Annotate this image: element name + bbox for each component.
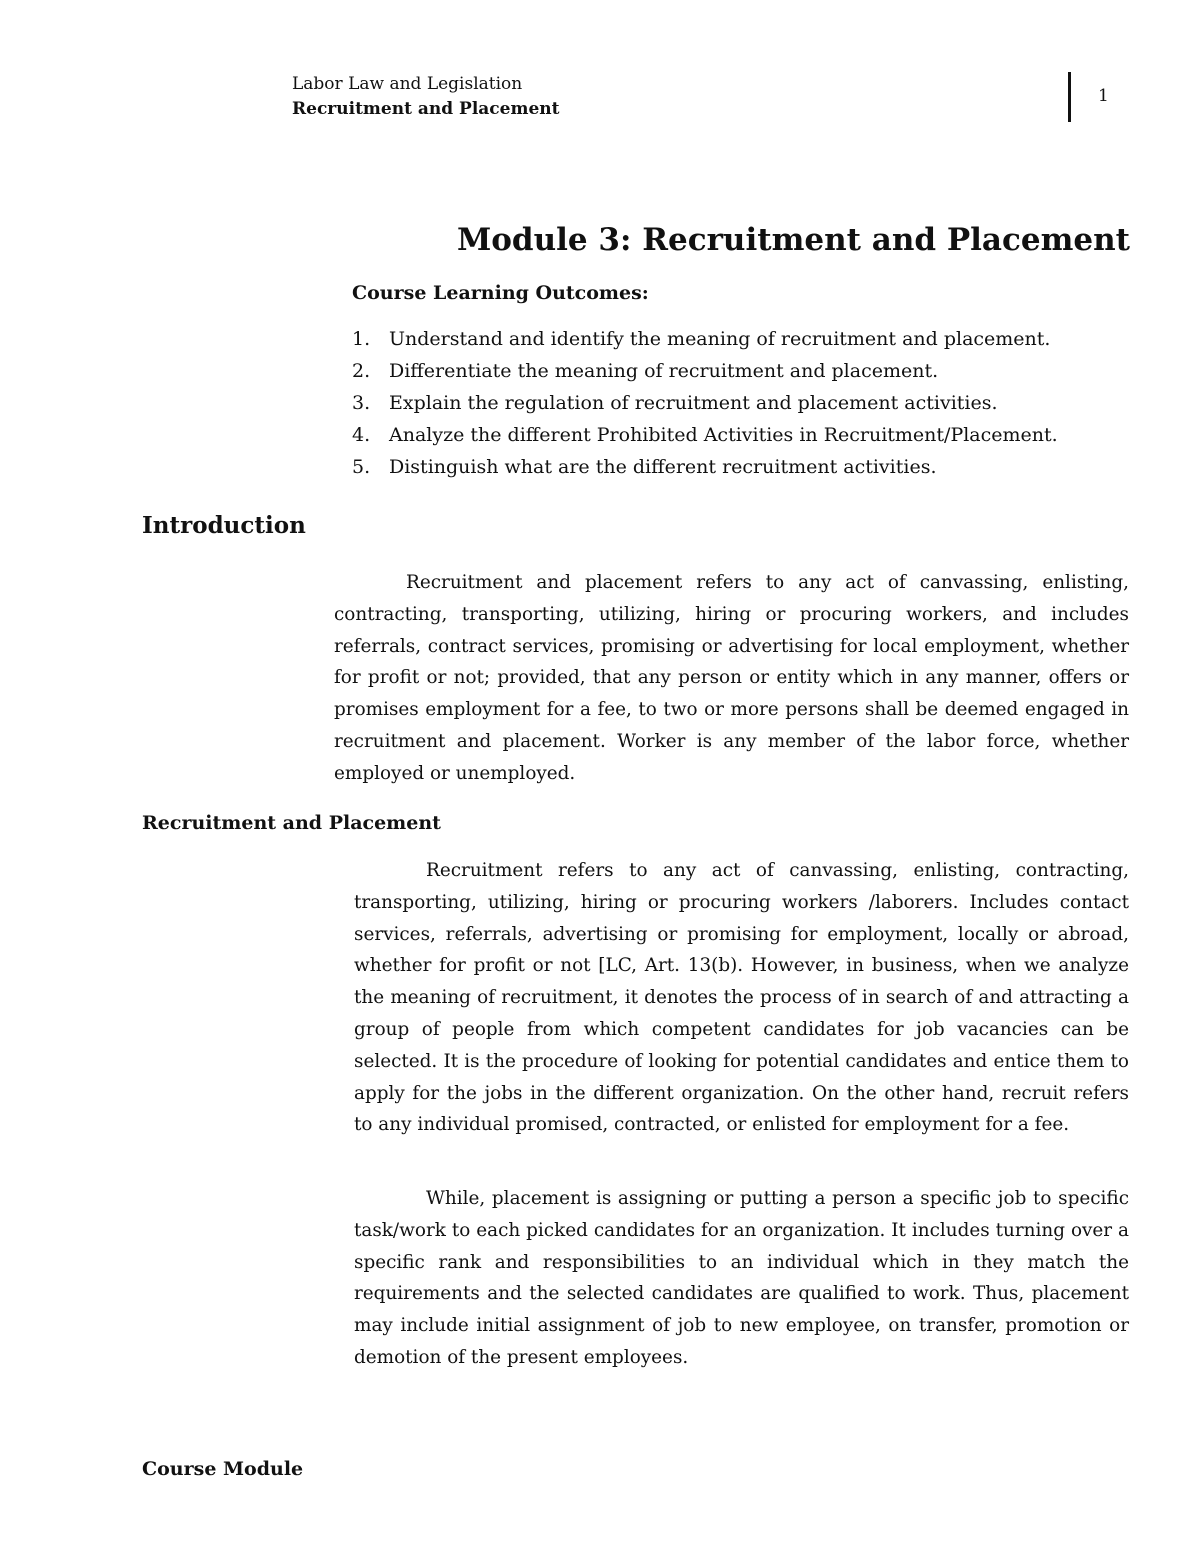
list-item-number: 1. — [352, 328, 371, 350]
outcomes-list — [352, 323, 1132, 483]
list-item — [352, 323, 1132, 355]
list-item-text: Explain the regulation of recruitment and placement activities. — [389, 392, 998, 414]
introduction-heading: Introduction — [142, 512, 306, 539]
list-item-number: 5. — [352, 456, 371, 478]
page-number: 1 — [1098, 86, 1109, 106]
list-item — [352, 387, 1132, 419]
running-header — [292, 72, 559, 122]
list-item-text: Understand and identify the meaning of recruitment and placement. — [389, 328, 1051, 350]
list-item — [352, 355, 1132, 387]
list-item-text: Analyze the different Prohibited Activities in Recruitment/Placement. — [389, 424, 1058, 446]
list-item-text: Distinguish what are the different recruitment activities. — [389, 456, 937, 478]
recruitment-paragraph: Recruitment refers to any act of canvassing, enlisting, contracting, transporting, utilizing, hiring or procuring workers /laborers. Includes contact services, referrals, advertising or promising for employment, locally or abroad, whether for profit or not [LC, Art. 13(b). However, in business, when we analyze the meaning of recruitment, it denotes the process of in search of and attracting a group of people from which competent candidates for job vacancies can be selected. It is the procedure of looking for potential candidates and entice them to apply for the jobs in the different organization. On the other hand, recruit refers to any individual promised, contracted, or enlisted for employment for a fee. — [354, 860, 1129, 1136]
header-topic-title: Recruitment and Placement — [292, 99, 560, 119]
placement-paragraph: While, placement is assigning or putting a person a specific job to specific task/work to each picked candidates for an organization. It includes turning over a specific rank and responsibilities to an individual which in they match the requirements and the selected candidates are qualified to work. Thus, placement may include initial assignment of job to new employee, on transfer, promotion or demotion of the present employees. — [354, 1188, 1129, 1368]
module-title: Module 3: Recruitment and Placement — [456, 222, 1130, 258]
header-course-title: Labor Law and Legislation — [292, 74, 523, 94]
header-divider — [1068, 72, 1071, 122]
list-item-number: 2. — [352, 360, 371, 382]
outcomes-heading: Course Learning Outcomes: — [352, 282, 649, 304]
list-item — [352, 419, 1132, 451]
course-module-heading: Course Module — [142, 1458, 304, 1480]
list-item-number: 3. — [352, 392, 371, 414]
introduction-paragraph: Recruitment and placement refers to any act of canvassing, enlisting, contracting, transporting, utilizing, hiring or procuring workers, and includes referrals, contract services, promising or advertising for local employment, whether for profit or not; provided, that any person or entity which in any manner, offers or promises employment for a fee, to two or more persons shall be deemed engaged in recruitment and placement. Worker is any member of the labor force, whether employed or unemployed. — [334, 572, 1129, 784]
list-item — [352, 451, 1132, 483]
list-item-number: 4. — [352, 424, 371, 446]
list-item-text: Differentiate the meaning of recruitment and placement. — [389, 360, 939, 382]
recruitment-placement-heading: Recruitment and Placement — [142, 812, 441, 834]
